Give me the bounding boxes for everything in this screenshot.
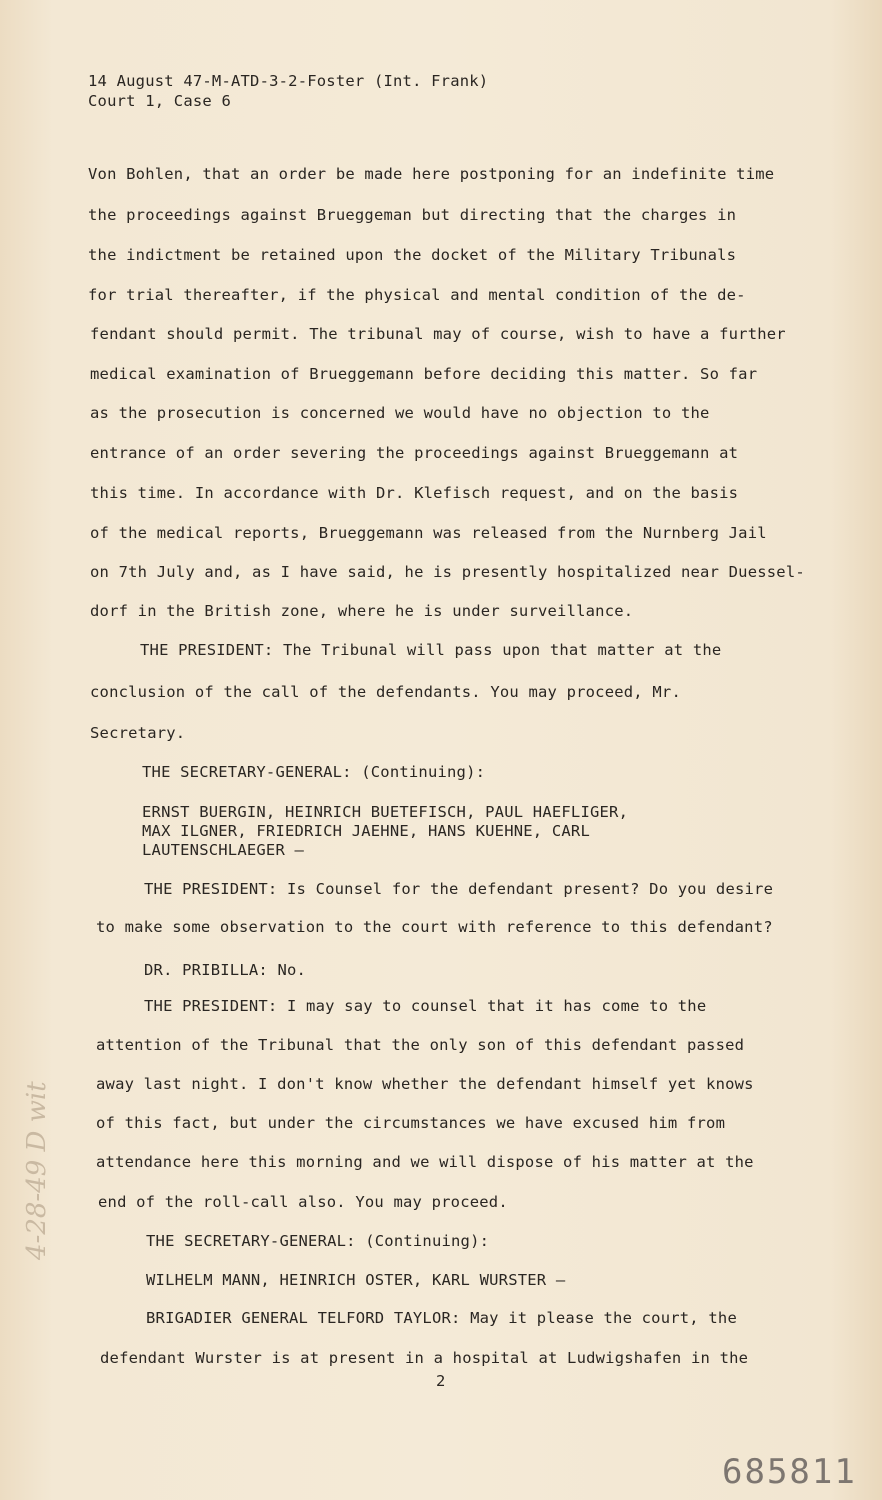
speaker-line: THE PRESIDENT: I may say to counsel that it has come to the [144,997,707,1015]
speaker-line: THE SECRETARY-GENERAL: (Continuing): [142,763,486,781]
body-line: as the prosecution is concerned we would have no objection to the [90,404,710,422]
body-line: to make some observation to the court with reference to this defendant? [96,918,773,936]
body-line: fendant should permit. The tribunal may of course, wish to have a further [90,325,786,343]
handwritten-margin-note: 4-28-49 D wit [22,1081,52,1260]
speaker-line: THE PRESIDENT: Is Counsel for the defendant present? Do you desire [144,880,774,898]
page-number: 2 [436,1372,446,1390]
document-stamp-number: 685811 [722,1452,857,1492]
speaker-line: THE PRESIDENT: The Tribunal will pass upon that matter at the [140,641,722,659]
body-line: the indictment be retained upon the docket of the Military Tribunals [88,246,737,264]
body-line: attendance here this morning and we will dispose of his matter at the [96,1153,754,1171]
speaker-line: DR. PRIBILLA: No. [144,961,307,979]
body-line: Von Bohlen, that an order be made here postponing for an indefinite time [88,165,775,183]
body-line: this time. In accordance with Dr. Klefisch request, and on the basis [90,484,739,502]
speaker-line: THE SECRETARY-GENERAL: (Continuing): [146,1232,490,1250]
speaker-line: BRIGADIER GENERAL TELFORD TAYLOR: May it please the court, the [146,1309,737,1327]
header-line-1: 14 August 47-M-ATD-3-2-Foster (Int. Frank) [88,72,489,90]
body-line: end of the roll-call also. You may proceed. [98,1193,508,1211]
body-line: attention of the Tribunal that the only son of this defendant passed [96,1036,745,1054]
body-line: away last night. I don't know whether the defendant himself yet knows [96,1075,754,1093]
body-line: for trial thereafter, if the physical and mental condition of the de- [88,286,746,304]
defendant-list-line: MAX ILGNER, FRIEDRICH JAEHNE, HANS KUEHNE, CARL [142,822,590,840]
header-line-2: Court 1, Case 6 [88,92,231,110]
defendant-list-line: ERNST BUERGIN, HEINRICH BUETEFISCH, PAUL HAEFLIGER, [142,803,629,821]
body-line: on 7th July and, as I have said, he is presently hospitalized near Duessel- [90,563,805,581]
body-line: Secretary. [90,724,186,742]
body-line: of this fact, but under the circumstances we have excused him from [96,1114,726,1132]
body-line: entrance of an order severing the proceedings against Brueggemann at [90,444,739,462]
body-line: medical examination of Brueggemann before deciding this matter. So far [90,365,758,383]
body-line: the proceedings against Brueggeman but directing that the charges in [88,206,737,224]
body-line: dorf in the British zone, where he is under surveillance. [90,602,634,620]
defendant-list-line: LAUTENSCHLAEGER — [142,841,305,859]
body-line: defendant Wurster is at present in a hospital at Ludwigshafen in the [100,1349,749,1367]
body-line: conclusion of the call of the defendants. You may proceed, Mr. [90,683,681,701]
body-line: of the medical reports, Brueggemann was released from the Nurnberg Jail [90,524,767,542]
defendant-list-line: WILHELM MANN, HEINRICH OSTER, KARL WURSTER — [146,1271,566,1289]
